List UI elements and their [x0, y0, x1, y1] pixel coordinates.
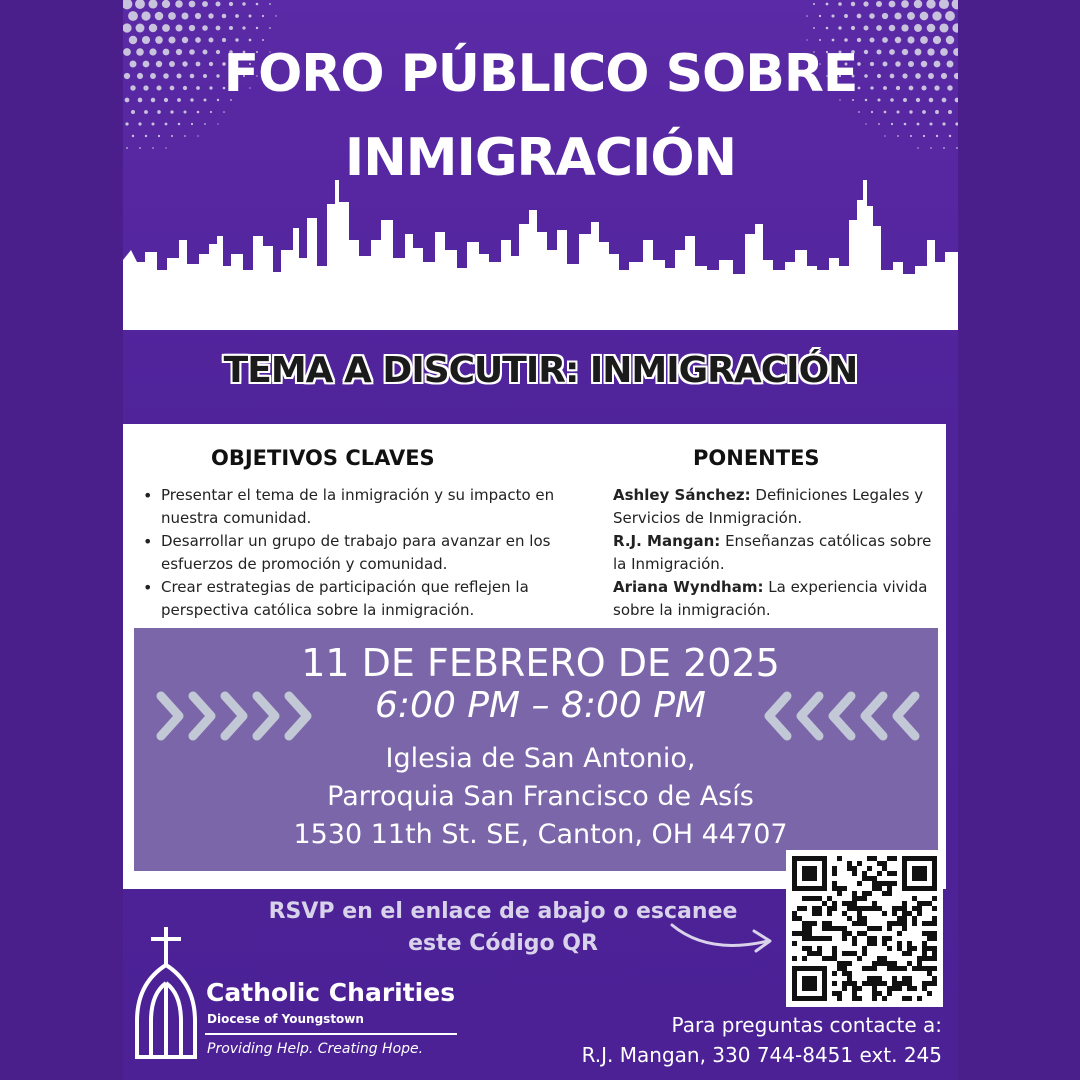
qr-code[interactable] — [786, 850, 943, 1007]
speaker-topic: Definiciones Legales y Servicios de Inmigración. — [613, 486, 924, 527]
curved-arrow-icon — [668, 915, 778, 955]
qr-code-pattern — [786, 850, 943, 1007]
list-item: • Desarrollar un grupo de trabajo para avanzar en los esfuerzos de promoción y comunidad. — [143, 530, 563, 576]
poster — [123, 0, 958, 1080]
objectives-list — [143, 484, 563, 622]
org-tagline: Providing Help. Creating Hope. — [207, 1041, 424, 1057]
speaker-name: Ashley Sánchez: — [613, 486, 751, 504]
rsvp-line2: este Código QR — [408, 931, 598, 956]
event-location — [123, 740, 958, 854]
divider — [205, 1033, 457, 1035]
speaker-item — [613, 484, 943, 530]
list-item: • Crear estrategias de participación que reflejen la perspectiva católica sobre la inmigración. — [143, 576, 563, 622]
speaker-name: Ariana Wyndham: — [613, 578, 764, 596]
location-line1: Iglesia de San Antonio, — [385, 743, 696, 774]
speaker-topic: La experiencia vivida sobre la inmigración. — [613, 578, 928, 619]
event-time: 6:00 PM – 8:00 PM — [375, 685, 706, 726]
objectives-heading: OBJETIVOS CLAVES — [211, 446, 435, 470]
org-subtitle: Diocese of Youngstown — [207, 1012, 364, 1026]
location-address: 1530 11th St. SE, Canton, OH 44707 — [293, 819, 788, 850]
event-title-line1: FORO PÚBLICO SOBRE — [223, 44, 858, 104]
cross-logo-icon — [133, 925, 199, 1065]
city-skyline — [123, 170, 958, 330]
rsvp-line1: RSVP en el enlace de abajo o escanee — [268, 899, 738, 924]
speaker-item — [613, 576, 943, 622]
speaker-item — [613, 530, 943, 576]
speakers-heading: PONENTES — [693, 446, 820, 470]
contact-line2: R.J. Mangan, 330 744-8451 ext. 245 — [581, 1043, 942, 1067]
list-item: • Presentar el tema de la inmigración y su impacto en nuestra comunidad. — [143, 484, 563, 530]
location-line2: Parroquia San Francisco de Asís — [327, 781, 754, 812]
contact-info — [582, 1010, 942, 1070]
speaker-topic: Enseñanzas católicas sobre la Inmigración. — [613, 532, 932, 573]
speaker-name: R.J. Mangan: — [613, 532, 721, 550]
event-date: 11 DE FEBRERO DE 2025 — [301, 641, 780, 685]
contact-line1: Para preguntas contacte a: — [671, 1013, 942, 1037]
topic-heading: TEMA A DISCUTIR: INMIGRACIÓN — [223, 350, 858, 391]
event-title-line2: INMIGRACIÓN — [344, 128, 737, 188]
speakers-list — [613, 484, 943, 622]
org-name: Catholic Charities — [206, 978, 456, 1007]
